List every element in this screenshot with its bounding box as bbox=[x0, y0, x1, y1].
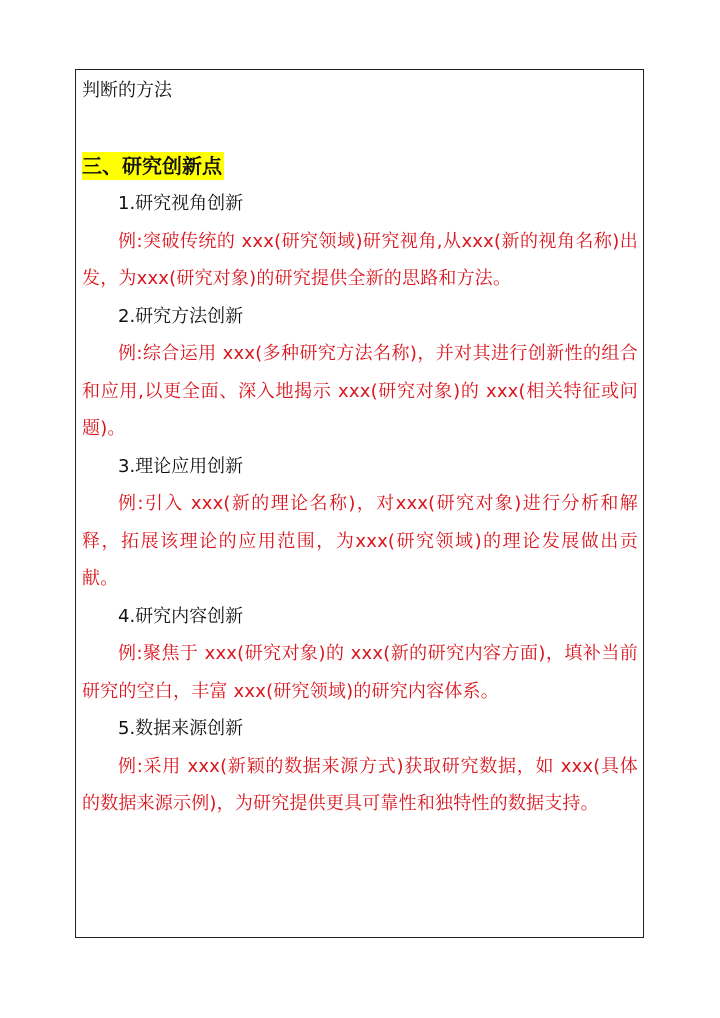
innovation-item-title: 5.数据来源创新 bbox=[118, 718, 244, 739]
document-table-frame bbox=[75, 69, 644, 938]
innovation-item-example: 例:聚焦于 xxx(研究对象)的 xxx(新的研究内容方面)，填补当前研究的空白，丰富 xxx(研究领域)的研究内容体系。 bbox=[82, 643, 638, 702]
innovation-item-title: 3.理论应用创新 bbox=[118, 455, 244, 477]
innovation-item-example: 例:突破传统的 xxx(研究领域)研究视角,从xxx(新的视角名称)出发，为xxx(研究对象)的研究提供全新的思路和方法。 bbox=[82, 230, 638, 289]
innovation-item-example: 例:采用 xxx(新颖的数据来源方式)获取研究数据，如 xxx(具体的数据来源示例)，为研究提供更具可靠性和独特性的数据支持。 bbox=[82, 755, 638, 814]
innovation-item-example: 例:引入 xxx(新的理论名称)，对xxx(研究对象)进行分析和解释，拓展该理论的应用范围，为xxx(研究领域)的理论发展做出贡献。 bbox=[82, 493, 638, 589]
innovation-item-example: 例:综合运用 xxx(多种研究方法名称)，并对其进行创新性的组合和应用,以更全面、深入地揭示 xxx(研究对象)的 xxx(相关特征或问题)。 bbox=[82, 343, 638, 439]
innovation-item-title: 2.研究方法创新 bbox=[118, 305, 244, 327]
section-heading-text: 三、研究创新点 bbox=[82, 154, 222, 178]
section-heading bbox=[82, 149, 638, 183]
document-content bbox=[82, 76, 638, 823]
innovation-item-title: 4.研究内容创新 bbox=[118, 605, 244, 627]
continued-text: 判断的方法 bbox=[82, 80, 172, 101]
innovation-item-title: 1.研究视角创新 bbox=[118, 193, 244, 214]
